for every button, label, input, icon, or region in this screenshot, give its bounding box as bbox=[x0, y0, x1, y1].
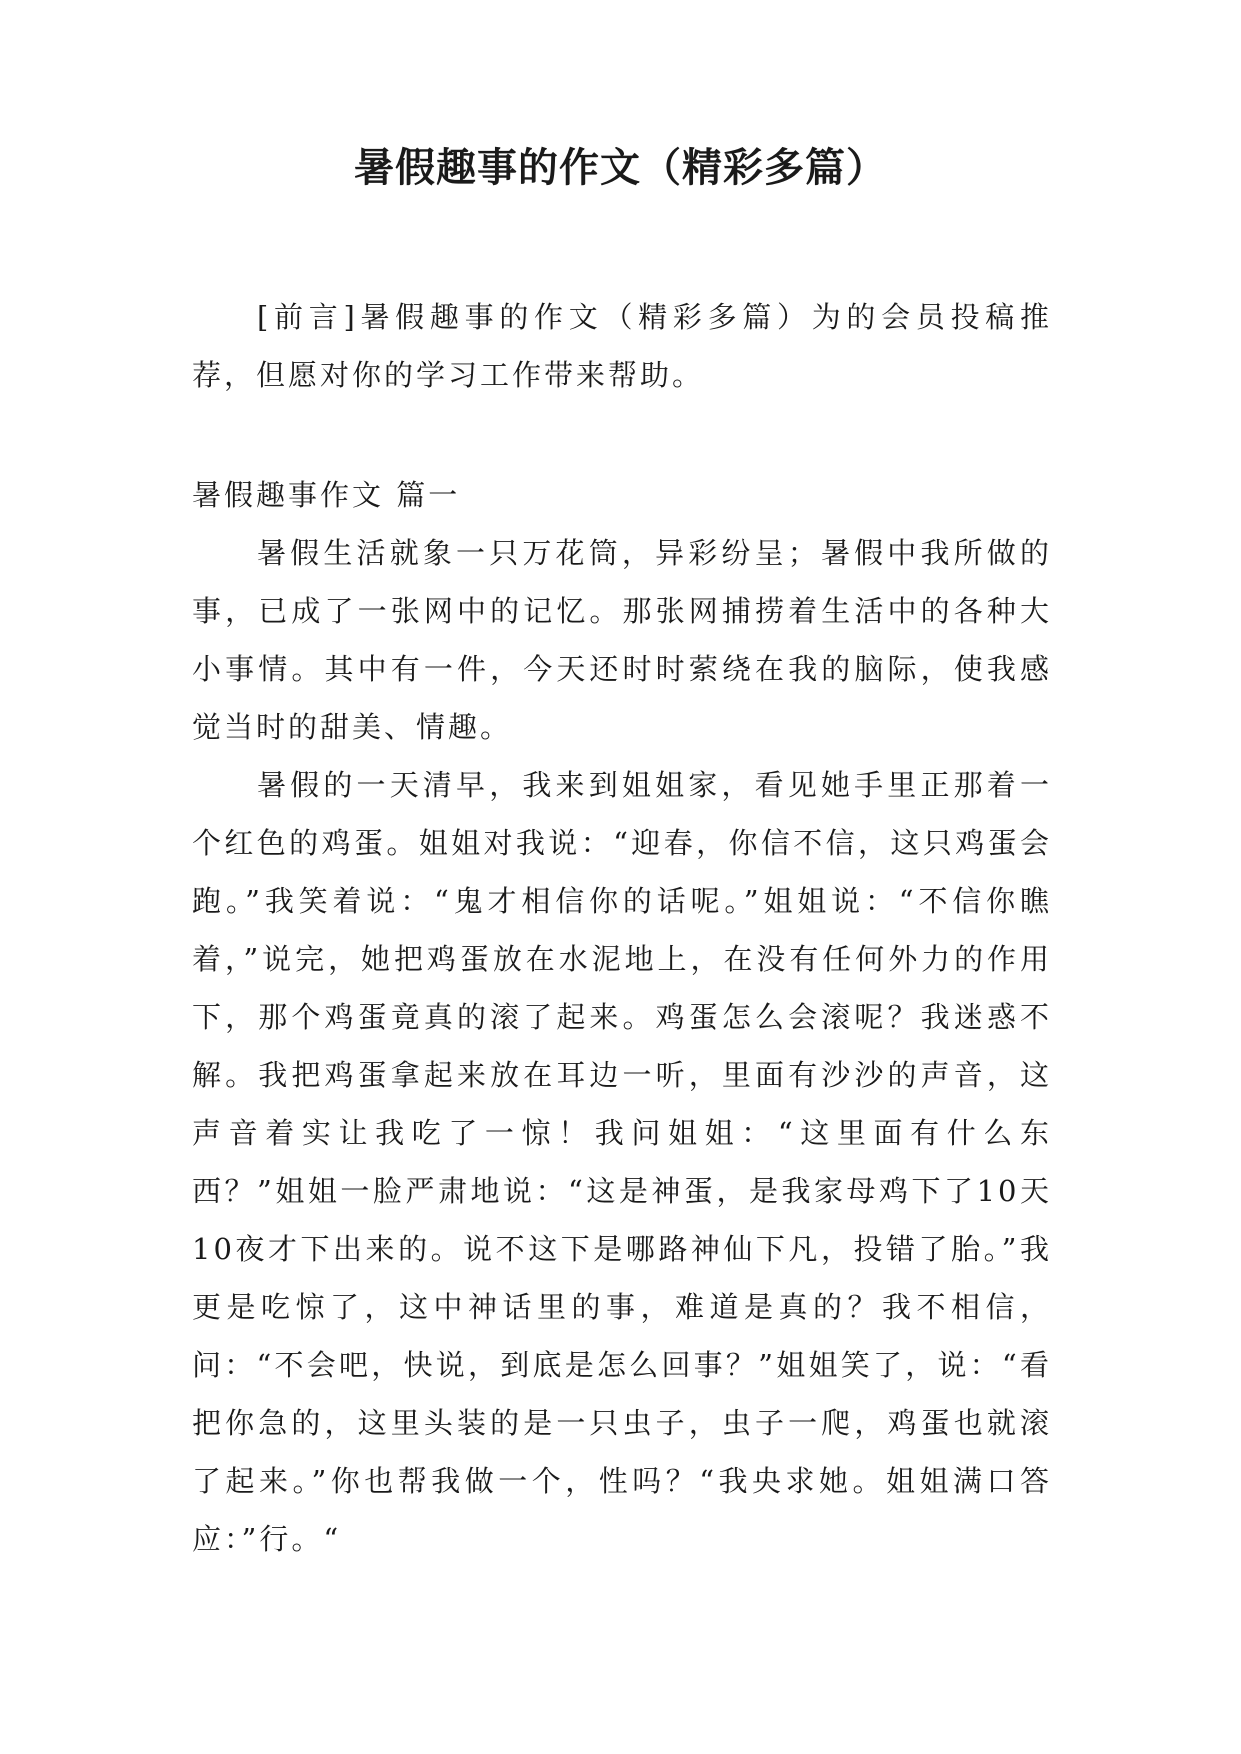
body-paragraph: 暑假的一天清早，我来到姐姐家，看见她手里正那着一个红色的鸡蛋。姐姐对我说：“迎春，你信不信，这只鸡蛋会跑。”我笑着说：“鬼才相信你的话呢。”姐姐说：“不信你瞧着，”说完，她把鸡蛋放在水泥地上，在没有任何外力的作用下，那个鸡蛋竟真的滚了起来。鸡蛋怎么会滚呢？我迷惑不解。我把鸡蛋拿起来放在耳边一听，里面有沙沙的声音，这声音着实让我吃了一惊！我问姐姐：“这里面有什么东西？”姐姐一脸严肃地说：“这是神蛋，是我家母鸡下了10天10夜才下出来的。说不这下是哪路神仙下凡，投错了胎。”我更是吃惊了，这中神话里的事，难道是真的？我不相信，问：“不会吧，快说，到底是怎么回事？”姐姐笑了，说：“看把你急的，这里头装的是一只虫子，虫子一爬，鸡蛋也就滚了起来。”你也帮我做一个，性吗？“我央求她。姐姐满口答应：”行。“ bbox=[192, 768, 1052, 1556]
body-paragraph: 暑假生活就象一只万花筒，异彩纷呈；暑假中我所做的事，已成了一张网中的记忆。那张网捕捞着生活中的各种大小事情。其中有一件，今天还时时萦绕在我的脑际，使我感觉当时的甜美、情趣。 bbox=[192, 536, 1052, 744]
section-heading: 暑假趣事作文 篇一 bbox=[192, 478, 461, 512]
preface-paragraph: [前言]暑假趣事的作文（精彩多篇）为的会员投稿推荐，但愿对你的学习工作带来帮助。 bbox=[192, 300, 1052, 392]
document-title: 暑假趣事的作文（精彩多篇） bbox=[354, 145, 887, 191]
